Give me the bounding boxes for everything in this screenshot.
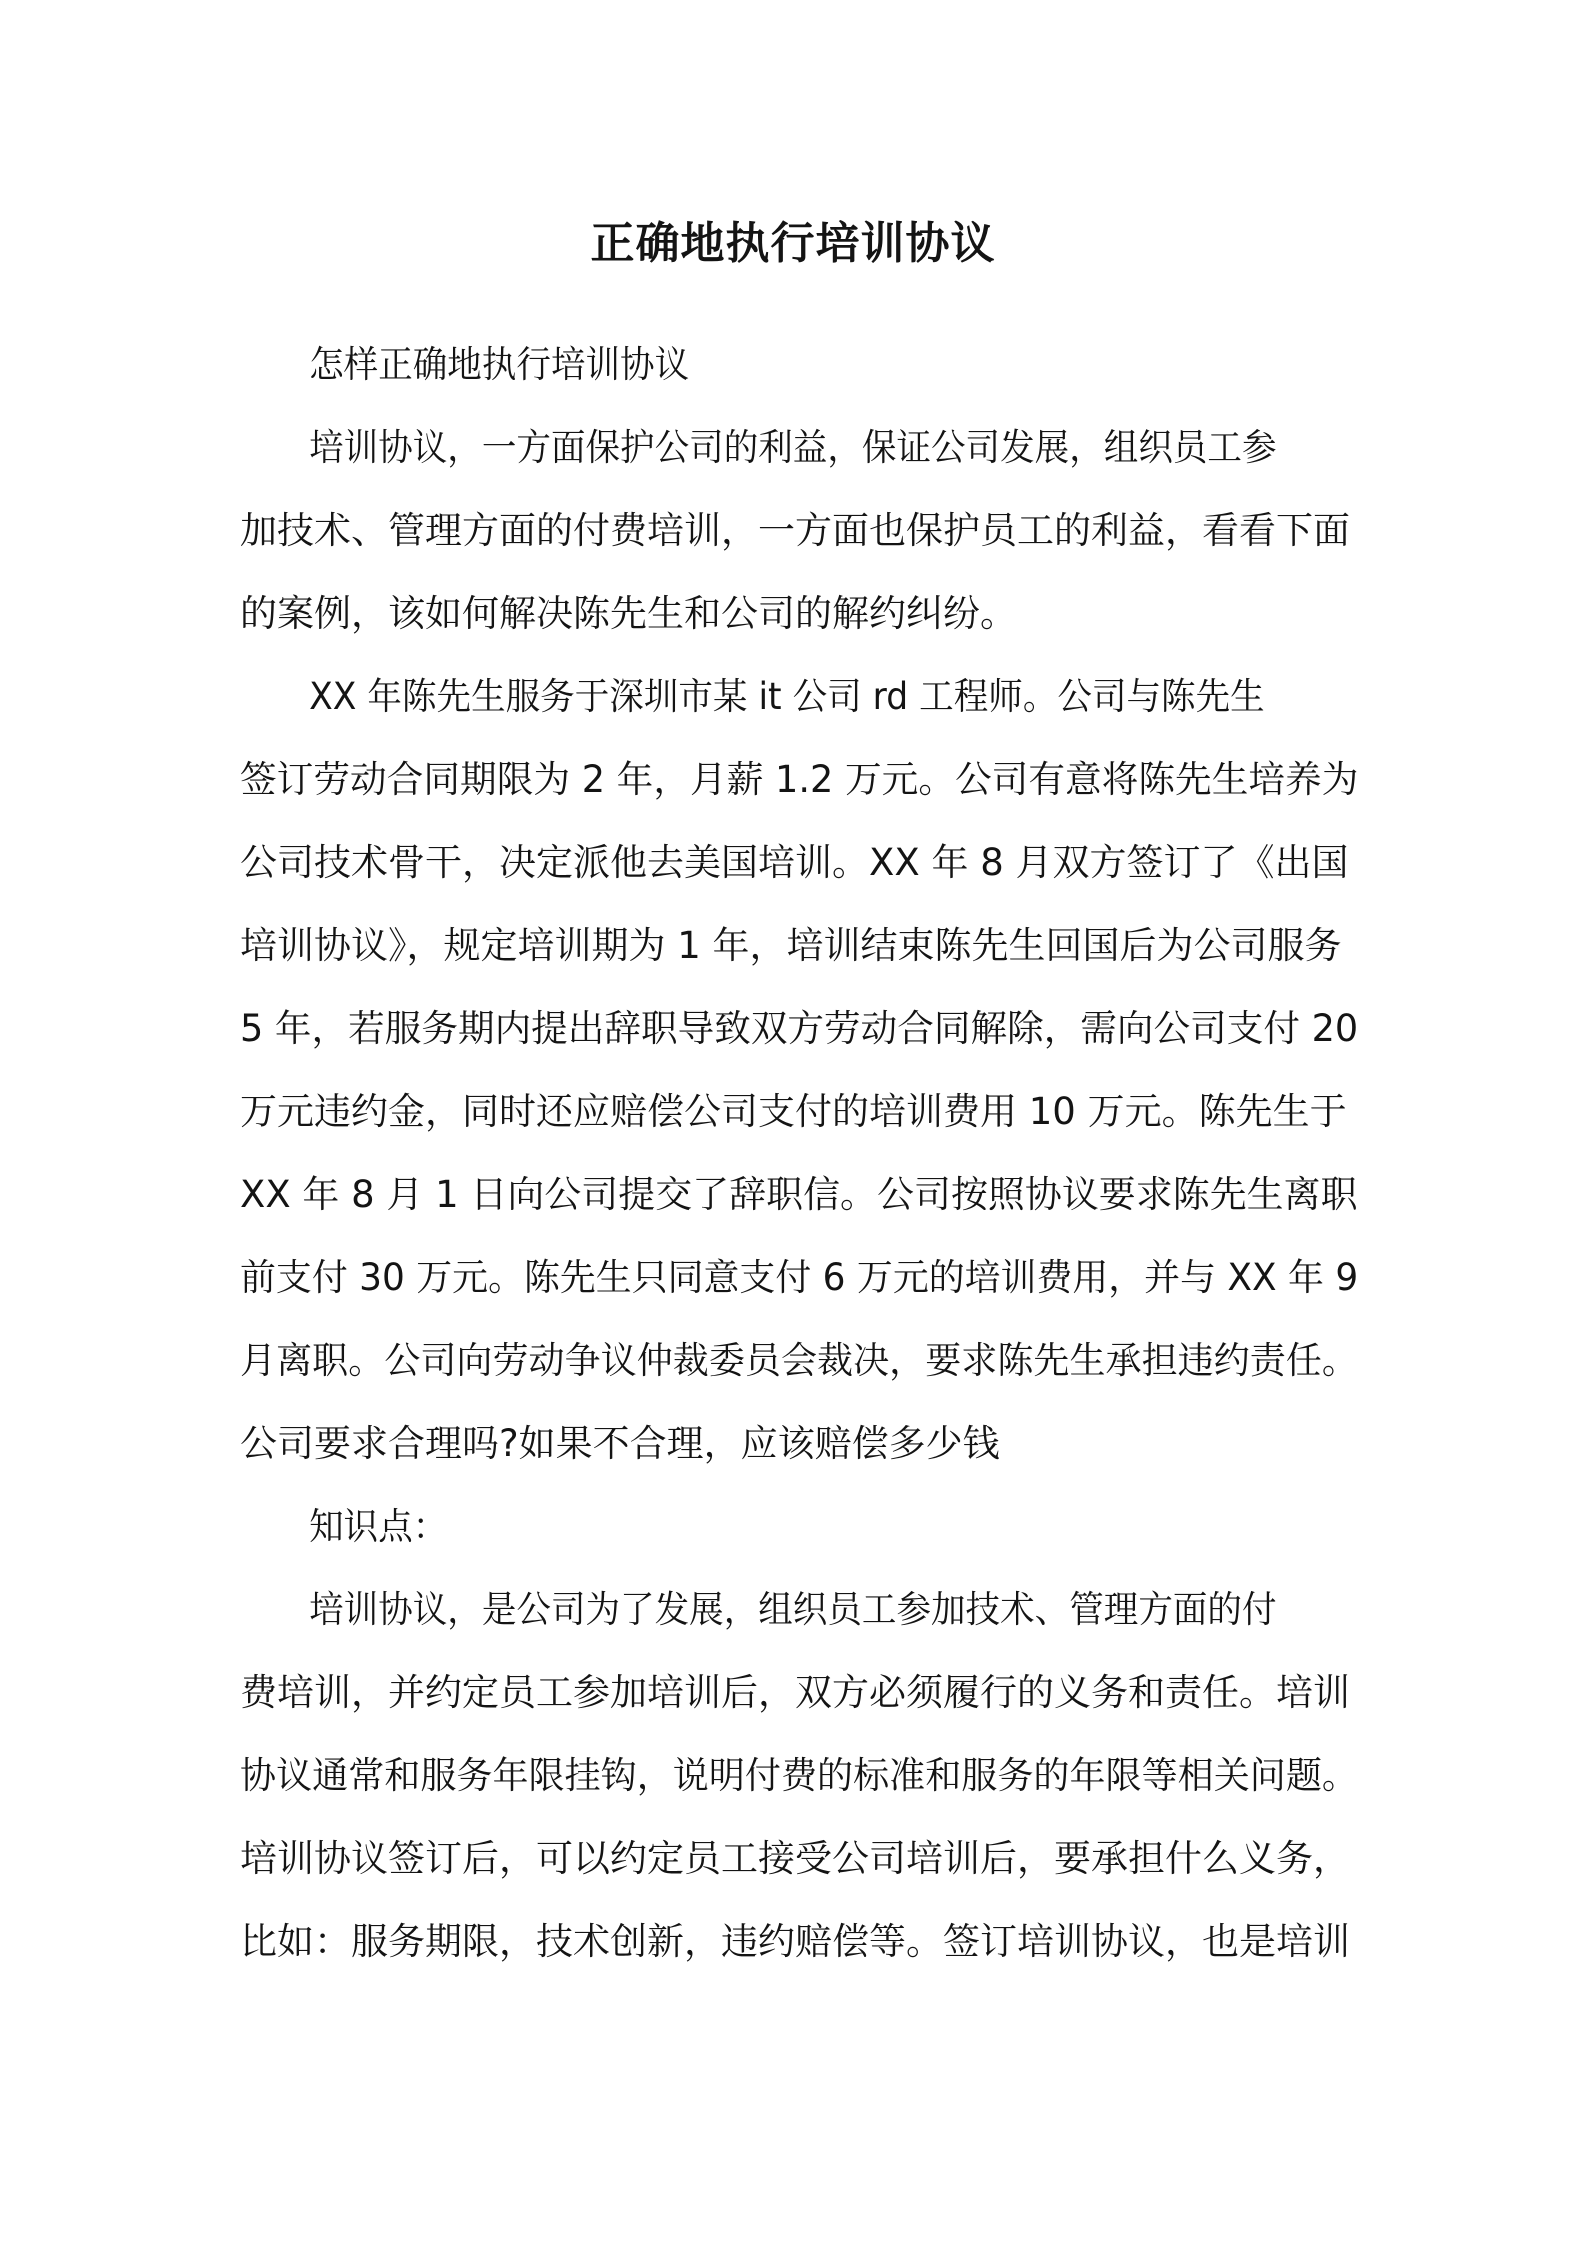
text-line: 培训协议，一方面保护公司的利益，保证公司发展，组织员工参 — [309, 426, 1277, 469]
paragraph-knowledge-heading — [240, 1485, 1358, 1568]
text-line: 培训协议》，规定培训期为 1 年，培训结束陈先生回国后为公司服务 — [240, 924, 1342, 967]
text-line: 费培训，并约定员工参加培训后，双方必须履行的义务和责任。培训 — [240, 1671, 1350, 1714]
document-title: 正确地执行培训协议 — [590, 218, 996, 269]
text-line: 公司技术骨干，决定派他去美国培训。XX 年 8 月双方签订了《出国 — [240, 841, 1349, 884]
text-line: 加技术、管理方面的付费培训，一方面也保护员工的利益，看看下面 — [240, 509, 1350, 552]
text-line: 万元违约金，同时还应赔偿公司支付的培训费用 10 万元。陈先生于 — [240, 1090, 1347, 1133]
text-line: 月离职。公司向劳动争议仲裁委员会裁决，要求陈先生承担违约责任。 — [240, 1339, 1358, 1382]
text-line: 5 年，若服务期内提出辞职导致双方劳动合同解除，需向公司支付 20 — [240, 1007, 1359, 1050]
text-line: 签订劳动合同期限为 2 年，月薪 1.2 万元。公司有意将陈先生培养为 — [240, 758, 1359, 801]
paragraph-case — [240, 655, 1358, 1485]
text-line: 前支付 30 万元。陈先生只同意支付 6 万元的培训费用，并与 XX 年 9 — [240, 1256, 1359, 1299]
text-line: XX 年 8 月 1 日向公司提交了辞职信。公司按照协议要求陈先生离职 — [240, 1173, 1358, 1216]
paragraph-subtitle — [240, 323, 1358, 406]
text-line: XX 年陈先生服务于深圳市某 it 公司 rd 工程师。公司与陈先生 — [309, 675, 1265, 718]
paragraph-intro — [240, 406, 1358, 655]
text-line: 公司要求合理吗?如果不合理，应该赔偿多少钱 — [240, 1422, 1000, 1465]
document-body — [240, 323, 1358, 1983]
paragraph-knowledge — [240, 1568, 1358, 1983]
text-line: 培训协议签订后，可以约定员工接受公司培训后，要承担什么义务， — [240, 1837, 1350, 1880]
text-line: 的案例，该如何解决陈先生和公司的解约纠纷。 — [240, 592, 1017, 635]
text-line: 培训协议，是公司为了发展，组织员工参加技术、管理方面的付 — [309, 1588, 1277, 1631]
text-line: 知识点： — [309, 1505, 448, 1548]
text-line: 怎样正确地执行培训协议 — [309, 343, 690, 386]
text-line: 协议通常和服务年限挂钩，说明付费的标准和服务的年限等相关问题。 — [240, 1754, 1358, 1797]
text-line: 比如：服务期限，技术创新，违约赔偿等。签订培训协议，也是培训 — [240, 1920, 1350, 1963]
